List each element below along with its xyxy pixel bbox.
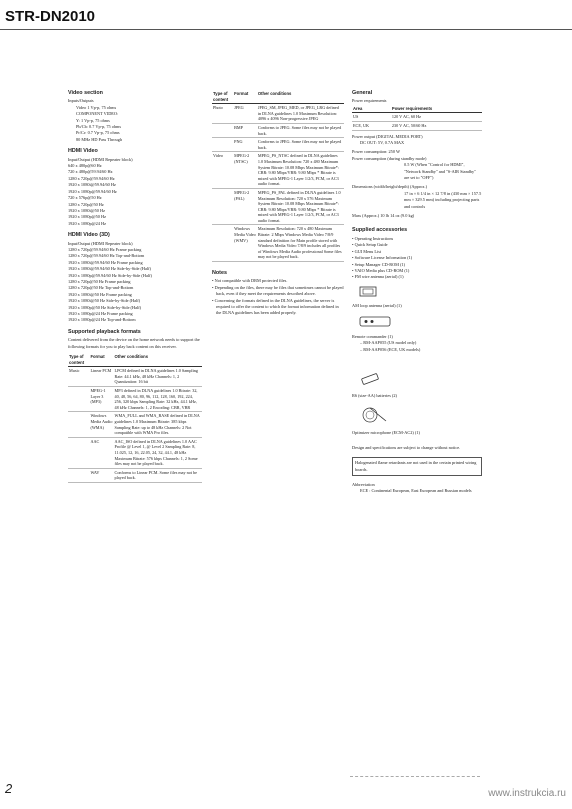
column-3	[352, 90, 482, 495]
bullet-icon: •	[212, 284, 215, 290]
standby-value: 0.5 W (When "Control for HDMI", "Network Standby" and "S-AIR Standby" are set to "OFF")	[404, 162, 476, 181]
format-cell: AAC	[89, 437, 113, 468]
hdmi3d-sub: Input/Output (HDMI Repeater block)	[68, 240, 133, 246]
halogen-note: Halogenated flame retardants are not used in the certain printed wiring boards.	[352, 457, 482, 476]
hdmi3d-lines	[68, 247, 202, 324]
spec-line: Pb/Cb: 0.7 Vp-p, 75 ohms	[76, 124, 122, 130]
type-cell	[212, 123, 233, 137]
spec-line: 1920 x 1080p@50 Hz	[68, 214, 106, 220]
type-cell: Music	[68, 367, 89, 387]
music-format-table	[68, 353, 202, 483]
battery-icon	[358, 371, 388, 387]
type-cell	[212, 138, 233, 152]
conditions-cell: Conforms to JPEG. Some files may not be played back.	[257, 138, 344, 152]
microphone-icon	[358, 405, 398, 425]
bullet-icon: •	[352, 274, 355, 280]
power-consumption: Power consumption: 250 W	[352, 149, 401, 155]
table-row	[352, 113, 482, 122]
note-text: Concerning the formats defined in the DLNA guidelines, the server is required to offer the content to which the format information defined in the DLNA guidelines has been added properly.	[214, 297, 339, 316]
site-watermark: www.instrukcia.ru	[488, 788, 566, 799]
th-format: Format	[233, 90, 257, 104]
th-conditions: Other conditions	[114, 353, 202, 367]
standby-label: Power consumption (during standby mode)	[352, 155, 427, 161]
conditions-cell: MP3 defined in DLNA guidelines 1.0 Bitrate: 32, 40, 48, 56, 64, 80, 96, 112, 128, 160, 192, 224, 256, 320 kbps Sampling Rate: 32 kHz, 44.1 kHz, 48 kHz Channels: 1, 2 Encoding: CBR, VBR	[114, 387, 202, 412]
accessory-text: GUI Menu List	[354, 248, 382, 254]
th-format: Format	[89, 353, 113, 367]
th-conditions: Other conditions	[257, 90, 344, 104]
conditions-cell: MPEG_PS_NTSC defined in DLNA guidelines 1.0 Maximum Resolution: 720 x 480 Maximum System Bitrate: 10.08 Mbps Maximum Bitrate*: CBR: 9.80 Mbps/VBR: 9.80 Mbps * Bitrate is mixed with MPEG-1 Layer 1/2/3, PCM, or AC3 audio format.	[257, 152, 344, 189]
note-item	[212, 298, 344, 317]
conditions-cell: LPCM defined in DLNA guidelines 1.0 Sampling Rate: 44.1 kHz, 48 kHz Channels: 1, 2 Quantization: 16 bit	[114, 367, 202, 387]
video-sub: Inputs/Outputs	[68, 98, 94, 104]
format-cell: Windows Media Audio (WMA)	[89, 412, 113, 437]
area-cell: US	[352, 113, 391, 122]
spec-line: 1920 x 1080p@59.94/60 Hz	[68, 188, 117, 194]
table-row	[212, 123, 344, 137]
table-row	[212, 138, 344, 152]
spec-line: Y: 1 Vp-p, 75 ohms	[76, 117, 110, 123]
type-cell	[212, 188, 233, 225]
bullet-icon: •	[352, 267, 355, 273]
note-text: Depending on the files, there may be files that sometimes cannot be played back, even if they meet the requirements described above.	[214, 284, 344, 297]
th-power: Power requirements	[391, 105, 482, 113]
spec-line: 1280 x 720p@50 Hz	[68, 201, 104, 207]
table-row	[68, 468, 202, 482]
spec-line: 720 x 480p@59.94/60 Hz	[68, 169, 113, 175]
column-2	[212, 90, 344, 317]
hdmi-3d-title: HDMI Video (3D)	[68, 232, 110, 239]
conditions-cell: MPEG_PS_PAL defined in DLNA guidelines 1.0 Maximum Resolution: 720 x 576 Maximum System Bitrate: 10.08 Mbps Maximum Bitrate*: CBR: 9.80 Mbps/VBR: 9.80 Mbps * Bitrate is mixed with MPEG-1 Layer 1/2/3, PCM, or AC3 audio format.	[257, 188, 344, 225]
area-cell: ECE, UK	[352, 122, 391, 131]
spec-line: 1920 x 1080i@59.94/60 Hz	[68, 182, 116, 188]
table-row	[212, 188, 344, 225]
format-cell: BMP	[233, 123, 257, 137]
remote-icon	[358, 313, 398, 329]
format-cell: WAV	[89, 468, 113, 482]
type-cell	[212, 225, 233, 262]
power-table	[352, 105, 482, 131]
accessories-list	[352, 236, 482, 281]
power-cell: 230 V AC, 50/60 Hz	[391, 122, 482, 131]
th-type: Type of content	[68, 353, 89, 367]
spec-line: 640 x 480p@60 Hz	[68, 163, 102, 169]
spec-line: 1280 x 720p@59.94/60 Hz Frame packing	[68, 246, 142, 252]
bullet-icon: •	[352, 255, 355, 261]
conditions-cell: Maximum Resolution: 720 x 480 Maximum Bitrate: 2 Mbps Windows Media Video 7/8/9 standard definition for Main profile stored with Windows Media Video 7/8/9 includes all profiles of Windows Media Audio professional Some files may not be played back.	[257, 225, 344, 262]
accessory-text: Software License Information (1)	[354, 255, 413, 261]
design-note: Design and specifications are subject to change without notice.	[352, 444, 461, 450]
table-row	[212, 152, 344, 189]
list-item	[352, 274, 482, 280]
format-cell: MPEG-1 Layer 3 (MP3)	[89, 387, 113, 412]
format-cell: Linear PCM	[89, 367, 113, 387]
bullet-icon: •	[352, 261, 355, 267]
am-antenna-icon	[358, 284, 388, 298]
header-rule	[0, 29, 572, 30]
spec-line: COMPONENT VIDEO:	[76, 111, 119, 117]
conditions-cell: AAC_ISO defined in DLNA guidelines 1.0 AAC Profile @ Level 1, @ Level 2 Sampling Rate: 8, 11.025, 12, 16, 22.05, 24, 32, 44.1, 48 kHz Maximum Bitrate: 576 kbps Channels: 1, 2 Some files may not be played back.	[114, 437, 202, 468]
spec-line: 1920 x 1080p@24 Hz	[68, 220, 106, 226]
format-cell: Windows Media Video (WMV)	[233, 225, 257, 262]
type-cell	[68, 387, 89, 412]
power-output-label: Power output (DIGITAL MEDIA PORT)	[352, 133, 423, 139]
bullet-icon: •	[352, 242, 355, 248]
dimensions-value: 17 in × 6 1/4 in × 12 7/8 in (430 mm × 157.5 mm × 329.5 mm) including projecting parts and controls	[404, 190, 482, 209]
remote-line-1: – RM-AAP055 (US model only)	[360, 340, 417, 346]
spec-line: 1920 x 1080i@50 Hz Frame packing	[68, 291, 132, 297]
accessory-text: Operating Instructions	[354, 235, 394, 241]
supported-formats-title: Supported playback formats	[68, 328, 141, 335]
spec-line: 1920 x 1080p@24 Hz Frame packing	[68, 311, 133, 316]
spec-line: Video 1 Vp-p, 75 ohms	[76, 104, 117, 110]
photo-video-format-table	[212, 90, 344, 262]
table-row	[68, 387, 202, 412]
th-type: Type of content	[212, 90, 233, 104]
divider	[350, 776, 480, 777]
type-cell: Photo	[212, 104, 233, 124]
power-cell: 120 V AC, 60 Hz	[391, 113, 482, 122]
remote-line-2: – RM-AAP056 (ECE, UK models)	[360, 346, 421, 352]
bullet-icon: •	[352, 235, 355, 241]
format-cell: MPEG-2 (NTSC)	[233, 152, 257, 189]
spec-line: 1280 x 720p@59.94/60 Hz Top-and-Bottom	[68, 253, 145, 259]
remote-label: Remote commander (1)	[352, 333, 393, 339]
general-title: General	[352, 90, 373, 96]
model-header: STR-DN2010	[5, 8, 96, 25]
abbreviation-label: Abbreviation	[352, 482, 375, 487]
bullet-icon: •	[352, 248, 355, 254]
bullet-icon: •	[212, 278, 215, 284]
table-row	[68, 437, 202, 468]
spec-line: Pr/Cr: 0.7 Vp-p, 75 ohms	[76, 130, 120, 136]
spec-line: 1920 x 1080i@50 Hz	[68, 207, 106, 213]
accessory-text: Setup Manager CD-ROM (1)	[354, 261, 406, 267]
spec-line: 1920 x 1080i@50 Hz Side-by-Side (Half)	[68, 298, 141, 304]
format-cell: MPEG-2 (PAL)	[233, 188, 257, 225]
am-antenna: AM loop antenna (aerial) (1)	[352, 303, 402, 309]
spec-line: 720 x 576p@50 Hz	[68, 195, 102, 201]
notes-block	[212, 270, 344, 317]
type-cell	[68, 412, 89, 437]
accessory-text: Quick Setup Guide	[354, 242, 388, 248]
spec-line: 80 MHz HD Pass Through	[76, 136, 122, 142]
spec-line: 1920 x 1080p@50 Hz Side-by-Side (Half)	[68, 304, 142, 310]
supported-desc: Content delivered from the device on the home network needs to support the following formats for you to play back content on this receiver.	[68, 337, 200, 349]
abbreviation-value: ECE : Continental European, East European and Russian models	[360, 488, 472, 494]
format-cell: JPEG	[233, 104, 257, 124]
note-text: Not compatible with DRM protected files.	[214, 278, 288, 284]
notes-title: Notes	[212, 270, 227, 277]
hdmi-video-title: HDMI Video	[68, 148, 98, 155]
conditions-cell: WMA_FULL and WMA_BASE defined in DLNA guidelines 1.0 Maximum Bitrate: 385 kbps Sampling Rate: up to 48 kHz Channels: 2 Not compatible with WMA Pro files.	[114, 412, 202, 437]
spec-line: 1920 x 1080p@24 Hz Top-and-Bottom	[68, 317, 136, 323]
power-output-value: DC OUT: 5V, 0.7A MAX	[360, 140, 405, 145]
dimensions-label: Dimensions (width/height/depth) (Approx.)	[352, 184, 428, 190]
microphone: Optimizer microphone (ECM-AC2) (1)	[352, 430, 420, 436]
conditions-cell: Conforms to Linear PCM. Some files may not be played back.	[114, 468, 202, 482]
spec-line: 1920 x 1080i@59.94/60 Hz Side-by-Side (Half)	[68, 266, 151, 272]
accessory-text: FM wire antenna (aerial) (1)	[354, 274, 404, 280]
th-area: Area	[352, 105, 391, 113]
table-row	[352, 122, 482, 131]
type-cell: Video	[212, 152, 233, 189]
spec-line: 1920 x 1080p@59.94/60 Hz Side-by-Side (Half)	[68, 272, 152, 278]
mass: Mass (Approx.) 10 lb 14 oz (9.0 kg)	[352, 213, 415, 219]
table-row	[68, 367, 202, 387]
power-req-label: Power requirements	[352, 98, 387, 104]
conditions-cell: Conforms to JPEG. Some files may not be played back.	[257, 123, 344, 137]
page-number: 2	[5, 781, 13, 796]
batteries: R6 (size-AA) batteries (2)	[352, 392, 397, 398]
spec-line: 1920 x 1080i@59.94/60 Hz Frame packing	[68, 259, 143, 265]
bullet-icon: •	[212, 297, 215, 303]
accessory-text: VAIO Media plus CD-ROM (1)	[354, 267, 410, 273]
video-section-title: Video section	[68, 90, 103, 96]
video-lines	[68, 105, 202, 143]
conditions-cell: JPEG_SM, JPEG_MED, or JPEG_LRG defined in DLNA guidelines 1.0 Maximum Resolution: 4096 x 4096 Non-progressive JPEG	[257, 104, 344, 124]
hdmi-sub: Input/Output (HDMI Repeater block)	[68, 156, 133, 162]
note-item	[212, 285, 344, 298]
table-row	[212, 104, 344, 124]
format-cell: PNG	[233, 138, 257, 152]
table-row	[68, 412, 202, 437]
spec-line: 1280 x 720p@50 Hz Top-and-Bottom	[68, 285, 134, 291]
spec-line: 1280 x 720p@50 Hz Frame packing	[68, 278, 131, 284]
column-1	[68, 90, 202, 483]
accessories-title: Supplied accessories	[352, 227, 408, 234]
type-cell	[68, 468, 89, 482]
spec-line: 1280 x 720p@59.94/60 Hz	[68, 175, 115, 181]
type-cell	[68, 437, 89, 468]
hdmi-lines	[68, 163, 202, 227]
table-row	[212, 225, 344, 262]
